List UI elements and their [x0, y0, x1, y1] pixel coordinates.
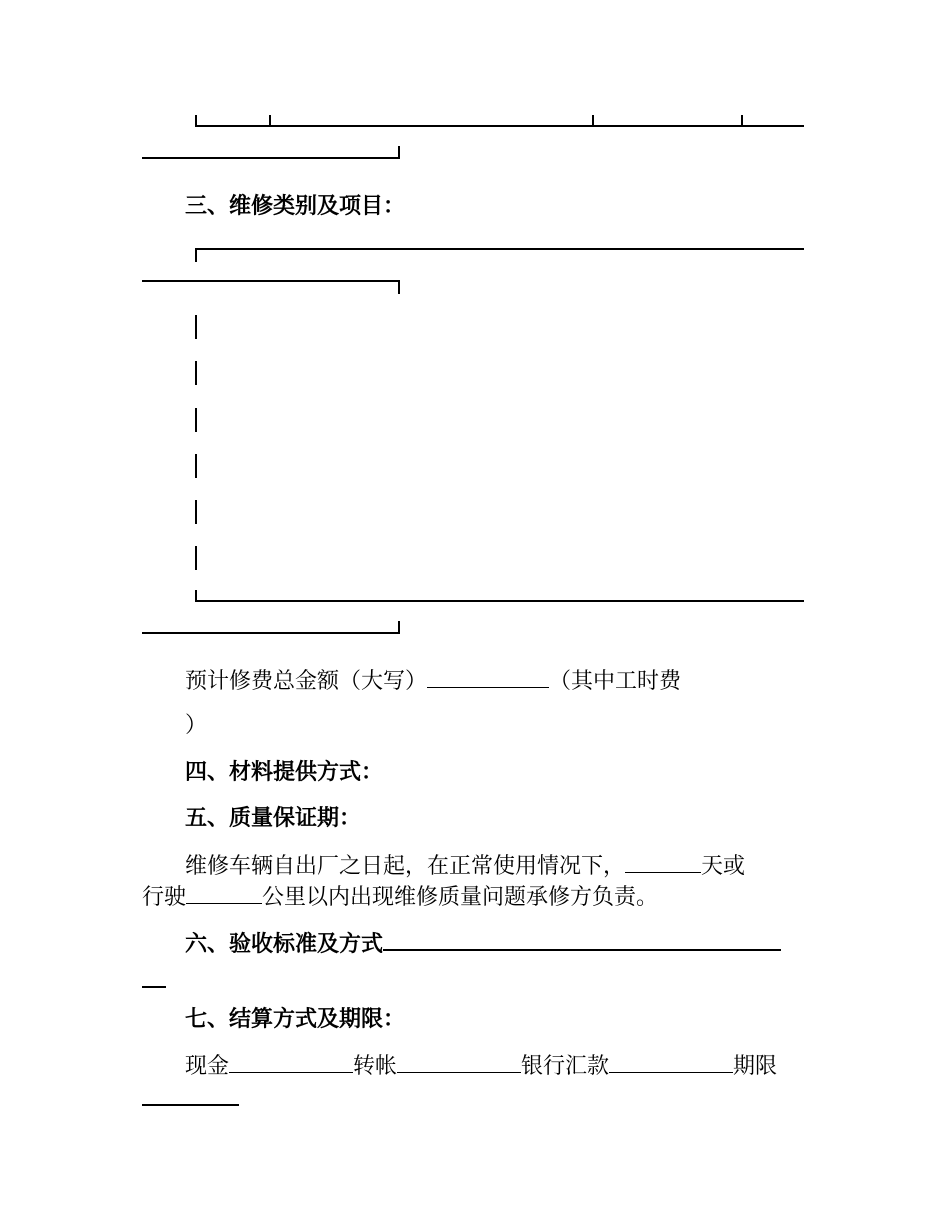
section-heading-7: 七、结算方式及期限：	[185, 1006, 406, 1032]
section-heading-5: 五、质量保证期：	[185, 805, 362, 831]
warranty-days-blank[interactable]	[625, 850, 701, 873]
table-divider	[269, 115, 271, 127]
box-corner	[398, 621, 400, 634]
box-corner	[195, 248, 197, 262]
bank-label: 银行汇款	[521, 1054, 610, 1079]
acceptance-standard-blank-continued	[142, 986, 166, 988]
section-heading-6-text: 六、验收标准及方式	[185, 931, 384, 957]
warranty-text-line2	[142, 881, 804, 913]
box-side	[195, 454, 197, 478]
estimate-line	[185, 665, 804, 697]
box-side	[195, 408, 197, 432]
box-corner	[398, 280, 400, 294]
table-rule-continued	[142, 157, 400, 159]
box-side	[195, 315, 197, 339]
box-top-rule	[195, 248, 804, 250]
cash-label: 现金	[185, 1054, 230, 1079]
acceptance-standard-blank[interactable]	[383, 927, 781, 951]
warranty-text-a: 维修车辆自出厂之日起，在正常使用情况下，	[185, 854, 626, 879]
table-divider	[741, 115, 743, 127]
section-heading-6	[185, 927, 804, 959]
box-top-rule-continued	[142, 280, 400, 282]
deadline-blank[interactable]	[142, 1104, 239, 1106]
box-bottom-rule-continued	[142, 632, 400, 634]
warranty-text-line1	[185, 850, 804, 882]
settlement-line	[185, 1050, 804, 1082]
estimate-note-close: ）	[185, 713, 208, 738]
warranty-km-blank[interactable]	[186, 881, 262, 904]
deadline-label: 期限	[733, 1054, 778, 1079]
transfer-label: 转帐	[353, 1054, 398, 1079]
section-heading-4: 四、材料提供方式：	[185, 759, 384, 785]
estimate-note-open: （其中工时费	[549, 669, 682, 694]
section-heading-3: 三、维修类别及项目：	[185, 193, 406, 219]
table-divider	[592, 115, 594, 127]
box-side	[195, 500, 197, 524]
cash-blank[interactable]	[229, 1050, 353, 1073]
table-corner	[398, 146, 400, 159]
box-side	[195, 546, 197, 570]
warranty-text-b: 天或	[701, 854, 746, 879]
box-side	[195, 361, 197, 385]
estimate-amount-blank[interactable]	[427, 665, 549, 688]
transfer-blank[interactable]	[397, 1050, 521, 1073]
estimate-label: 预计修费总金额（大写）	[185, 669, 428, 694]
box-bottom-rule	[195, 600, 804, 602]
warranty-text-c: 行驶	[142, 885, 187, 910]
warranty-text-d: 公里以内出现维修质量问题承修方负责。	[262, 885, 659, 910]
bank-blank[interactable]	[609, 1050, 733, 1073]
table-rule	[195, 125, 804, 127]
